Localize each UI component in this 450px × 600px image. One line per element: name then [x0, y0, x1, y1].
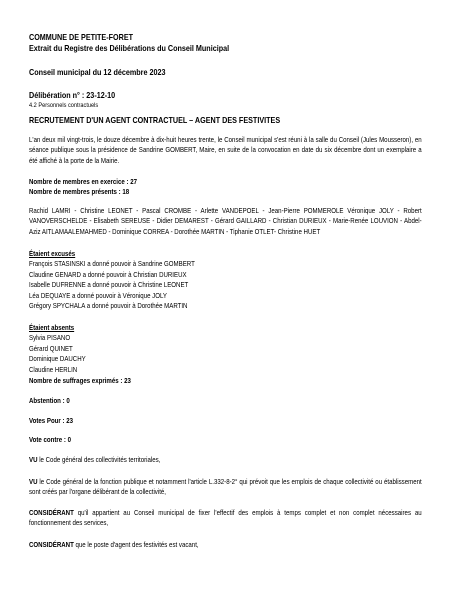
members-in-office: Nombre de membres en exercice : 27 [29, 177, 137, 186]
considerant-4 [29, 540, 422, 550]
list-item: Léa DEQUAYE a donné pouvoir à Véronique JOLY [29, 290, 168, 300]
excused-title: Étaient excusés [29, 249, 76, 258]
list-item: François STASINSKI a donné pouvoir à Sandrine GOMBERT [29, 259, 195, 269]
considerant-keyword: CONSIDÉRANT [29, 508, 74, 517]
votes-abstention: Abstention : 0 [29, 396, 70, 405]
conseil-date: Conseil municipal du 12 décembre 2023 [29, 67, 166, 77]
considerant-keyword: CONSIDÉRANT [29, 540, 74, 549]
list-item: Dominique DAUCHY [29, 354, 86, 364]
deliberation-category: 4.2 Personnels contractuels [29, 102, 99, 109]
considerant-text: le Code général des collectivités territoriales, [37, 455, 161, 464]
deliberation-number: Délibération n° : 23-12-10 [29, 90, 116, 100]
commune-name: COMMUNE DE PETITE-FORET [29, 32, 134, 42]
considerant-keyword: VU [29, 455, 38, 464]
deliberation-block [29, 90, 421, 110]
list-item: Isabelle DUFRENNE a donné pouvoir à Christine LEONET [29, 280, 189, 290]
votes-expressed: Nombre de suffrages exprimés : 23 [29, 376, 131, 385]
list-item: Claudine HERLIN [29, 364, 78, 374]
votes-against: Vote contre : 0 [29, 435, 71, 444]
considerant-1 [29, 455, 422, 465]
intro-paragraph: L'an deux mil vingt-trois, le douze décembre à dix-huit heures trente, le Conseil municipal s'est réuni à la salle du Conseil (Jules Mousseron), en séance publique sous la présidence de Sandrine GOMBERT, Maire, en suite de la convocation en date du six décembre dont un exemplaire a été affiché à la porte de la Mairie. [29, 135, 422, 165]
list-item: Sylvia PISANO [29, 333, 71, 343]
considerant-3 [29, 508, 422, 529]
list-item: Grégory SPYCHALA a donné pouvoir à Dorothée MARTIN [29, 301, 188, 311]
considerant-text: qu'il appartient au Conseil municipal de fixer l'effectif des emplois à temps complet et non complet nécessaires au fonctionnement des services, [29, 508, 422, 528]
considerant-text: que le poste d'agent des festivités est vacant, [73, 540, 199, 549]
members-present: Nombre de membres présents : 18 [29, 187, 130, 197]
considerant-text: le Code général de la fonction publique et notamment l'article L.332-8-2° qui prévoit que les emplois de chaque collectivité ou établissement sont créés par l'organe délibérant de la collectivité, [29, 477, 422, 497]
deliberation-subject: RECRUTEMENT D'UN AGENT CONTRACTUEL – AGENT DES FESTIVITES [29, 115, 281, 125]
excused-section [29, 249, 422, 311]
considerant-keyword: VU [29, 477, 38, 486]
absent-section [29, 323, 422, 375]
absent-title: Étaient absents [29, 323, 75, 332]
list-item: Gérard QUINET [29, 343, 73, 353]
present-members-list: Rachid LAMRI - Christine LEONET - Pascal CROMBE - Arlette VANDEPOEL - Jean-Pierre POMMEROLE Véronique JOLY - Robert VANOVERSCHELDE - Elisabeth SEREUSE - Didier DEMAREST - Gérard GAILLARD - Christian DURIEUX - Marie-Renée LOUVION - Abdel-Aziz AITLAMAALEMAHMED - Dominique CORREA - Dorothée MARTIN - Tiphanie OTLET- Christine HUET [29, 206, 422, 236]
votes-for: Votes Pour : 23 [29, 416, 74, 425]
registre-extrait: Extrait du Registre des Délibérations du Conseil Municipal [29, 43, 230, 53]
members-block [29, 177, 422, 198]
commune-header [29, 32, 425, 54]
list-item: Claudine GENARD a donné pouvoir à Christian DURIEUX [29, 269, 187, 279]
considerant-2 [29, 477, 422, 498]
